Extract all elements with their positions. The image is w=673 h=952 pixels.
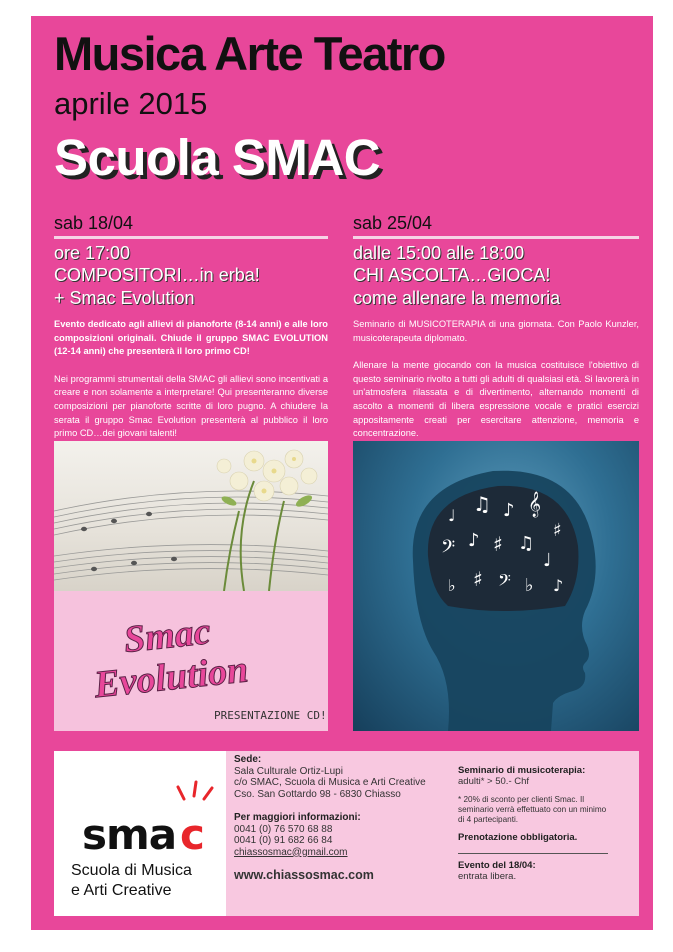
seminar-note: * 20% di sconto per clienti Smac. Il seminario verrà effettuato con un minimo di 4 partecipanti. [458,795,607,824]
seminar-label: Seminario di musicoterapia: [458,765,586,776]
svg-text:♩: ♩ [543,550,552,571]
divider [54,236,328,239]
smac-logo [54,751,241,916]
phone-1: 0041 (0) 76 570 68 88 [234,823,333,835]
venue-line-1: Sala Culturale Ortiz-Lupi [234,765,343,777]
event-left-intro: Evento dedicato agli allievi di pianoforte (8-14 anni) e alle loro composizioni originali. Chiude il gruppo SMAC EVOLUTION (12-14 anni) che presenterà il loro primo CD! [54,319,328,357]
evo-caption: PRESENTAZIONE CD! [214,709,327,722]
logo-line-2: e Arti Creative [71,882,172,899]
svg-text:♭: ♭ [525,575,534,596]
svg-text:♫: ♫ [473,492,491,516]
venue-line-2: c/o SMAC, Scuola di Musica e Arti Creative [234,777,426,788]
event-right [353,212,639,441]
svg-text:♭: ♭ [448,576,456,595]
event-left-description: Nei programmi strumentali della SMAC gli allievi sono incentivati a creare e non solamente a interpretare! Qui presenteranno diverse composizioni per pianoforte scritte di loro pugno. A chiudere la serata il gruppo Smac Evolution presenterà al pubblico il loro primo CD…dei giovani talenti! [54,373,328,439]
event-18-label: Evento del 18/04: [458,860,536,872]
event-right-time: dalle 15:00 alle 18:00 [353,243,525,263]
smac-evolution-box [54,591,328,731]
poster [31,16,653,930]
svg-text:c: c [180,810,205,859]
event-right-heading: CHI ASCOLTA…GIOCA! [353,265,551,285]
smac-evolution-logo [54,591,328,731]
event-left [54,212,328,441]
svg-text:♪: ♪ [553,576,564,595]
website-link[interactable]: www.chiassosmac.com [234,868,374,882]
email-link[interactable]: chiassosmac@gmail.com [234,846,348,858]
event-left-time: ore 17:00 [54,243,131,263]
info-box [226,751,639,916]
poster-title: Musica Arte Teatro [54,27,445,80]
head-silhouette-illustration [353,441,639,731]
smac-logo-box [54,751,241,916]
venue-info [234,754,454,882]
svg-text:♪: ♪ [468,530,480,551]
svg-text:♩: ♩ [448,506,456,525]
venue-line-3: Cso. San Gottardo 98 - 6830 Chiasso [234,788,401,800]
svg-text:𝄞: 𝄞 [528,492,542,517]
phone-2: 0041 (0) 91 682 66 84 [234,835,333,846]
svg-text:♯: ♯ [553,520,562,541]
event-left-heading: COMPOSITORI…in erba! [54,265,260,285]
evo-line-1: Smac [121,610,213,662]
svg-text:sma: sma [82,810,177,859]
event-left-subheading: + Smac Evolution [54,288,195,308]
logo-line-1: Scuola di Musica [71,862,192,879]
contact-label: Per maggiori informazioni: [234,812,361,823]
event-right-day: sab 25/04 [353,213,433,233]
school-name: Scuola SMAC [54,129,381,186]
event-right-subheading: come allenare la memoria [353,288,561,308]
flowers-sheet-music-photo [54,441,328,591]
svg-text:𝄢: 𝄢 [498,570,511,594]
evo-line-2: Evolution [92,648,251,707]
svg-text:♫: ♫ [518,533,535,554]
divider [353,236,639,239]
svg-text:♪: ♪ [503,500,515,521]
divider [458,853,608,854]
event-right-intro: Seminario di MUSICOTERAPIA di una giornata. Con Paolo Kunzler, musicoterapeuta diplomato. [353,319,639,343]
event-right-description: Allenare la mente giocando con la musica costituisce l'obiettivo di questo seminario rivolto a tutti gli adulti di qualsiasi età. Si lavorerà in un'atmosfera rilassata e di divertimento, alternando momenti di ascolto a momenti di libera espressione vocale e pratici esercizi appositamente creati per esercitare attenzione, memoria e concentrazione. [353,360,639,439]
svg-text:♯: ♯ [473,567,483,591]
poster-subtitle: aprile 2015 [54,86,208,121]
venue-label: Sede: [234,754,262,765]
booking-required: Prenotazione obbligatoria. [458,832,578,844]
event-left-day: sab 18/04 [54,213,134,233]
brain-music-photo [353,441,639,731]
event-18-text: entrata libera. [458,871,517,883]
pricing-info [458,765,608,882]
sheet-music-illustration [54,441,328,591]
seminar-price: adulti* > 50.- Chf [458,776,530,787]
svg-text:𝄢: 𝄢 [441,537,456,562]
svg-text:♯: ♯ [493,532,503,556]
